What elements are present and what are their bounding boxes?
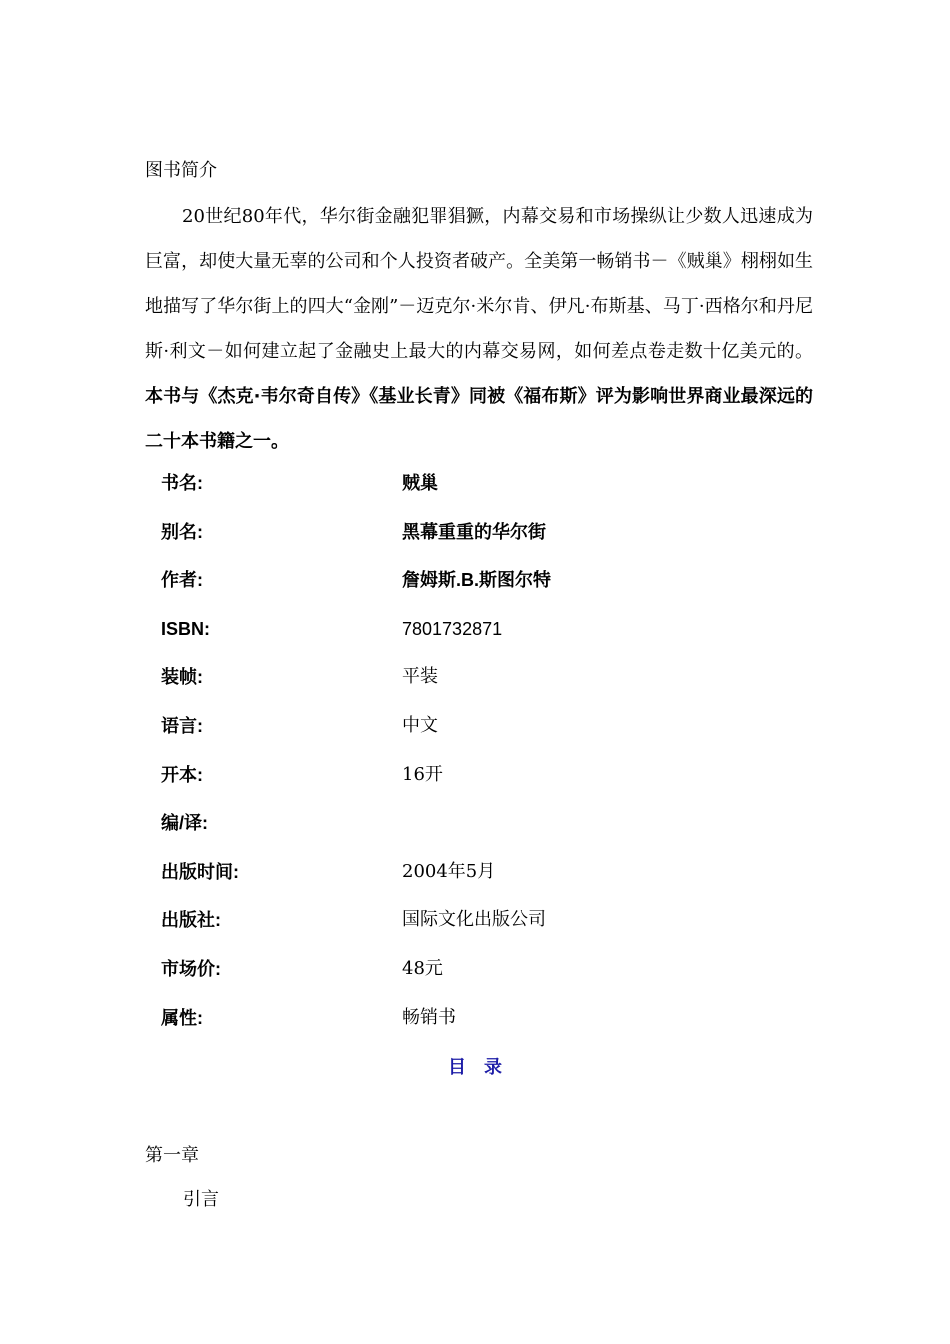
format-label: 开本: (161, 764, 203, 785)
info-row-format (161, 760, 781, 809)
attribute-value: 畅销书 (402, 1006, 456, 1028)
author-label: 作者: (161, 570, 203, 591)
info-row-language (161, 711, 781, 760)
date-label: 出版时间: (161, 861, 239, 882)
alias-label: 别名: (161, 521, 203, 542)
alias-value: 黑幕重重的华尔街 (402, 521, 546, 542)
title-label: 书名: (161, 473, 203, 493)
toc-item: 引言 (183, 1189, 219, 1210)
intro-bold-text: 本书与《杰克·韦尔奇自传》《基业长青》同被《福布斯》评为影响世界商业最深远的二十本书籍之一。 (145, 386, 813, 452)
info-row-alias (161, 517, 781, 566)
attribute-label: 属性: (161, 1007, 203, 1028)
translator-label: 编/译: (161, 813, 208, 834)
info-row-author (161, 565, 781, 614)
book-info-table (161, 468, 781, 1051)
info-row-publisher (161, 905, 781, 954)
title-value: 贼巢 (402, 473, 438, 493)
intro-text: 20世纪80年代，华尔街金融犯罪猖獗，内幕交易和市场操纵让少数人迅速成为巨富，却使大量无辜的公司和个人投资者破产。全美第一畅销书－《贼巢》栩栩如生地描写了华尔街上的四大“金刚”－迈克尔·米尔肯、伊凡·布斯基、马丁·西格尔和丹尼斯·利文－如何建立起了金融史上最大的内幕交易网，如何差点卷走数十亿美元的。 (145, 206, 813, 362)
binding-label: 装帧: (161, 667, 203, 688)
language-label: 语言: (161, 715, 203, 736)
publisher-value: 国际文化出版公司 (402, 909, 546, 931)
isbn-value: 7801732871 (402, 618, 503, 639)
language-value: 中文 (402, 714, 438, 736)
author-value: 詹姆斯.B.斯图尔特 (402, 570, 552, 591)
toc-title: 目录 (448, 1057, 520, 1078)
info-row-attribute (161, 1003, 781, 1052)
info-row-price (161, 954, 781, 1003)
info-row-binding (161, 662, 781, 711)
section-heading: 图书简介 (145, 160, 217, 181)
info-row-date (161, 857, 781, 906)
publisher-label: 出版社: (161, 910, 221, 931)
toc-chapter: 第一章 (145, 1145, 199, 1166)
price-value: 48元 (402, 957, 443, 979)
info-row-isbn (161, 614, 781, 663)
info-row-title (161, 468, 781, 517)
format-value: 16开 (402, 763, 443, 785)
isbn-label: ISBN: (161, 618, 210, 639)
info-row-translator (161, 808, 781, 857)
intro-paragraph (145, 194, 813, 464)
price-label: 市场价: (161, 958, 221, 979)
date-value: 2004年5月 (402, 860, 496, 882)
binding-value: 平装 (402, 666, 438, 688)
